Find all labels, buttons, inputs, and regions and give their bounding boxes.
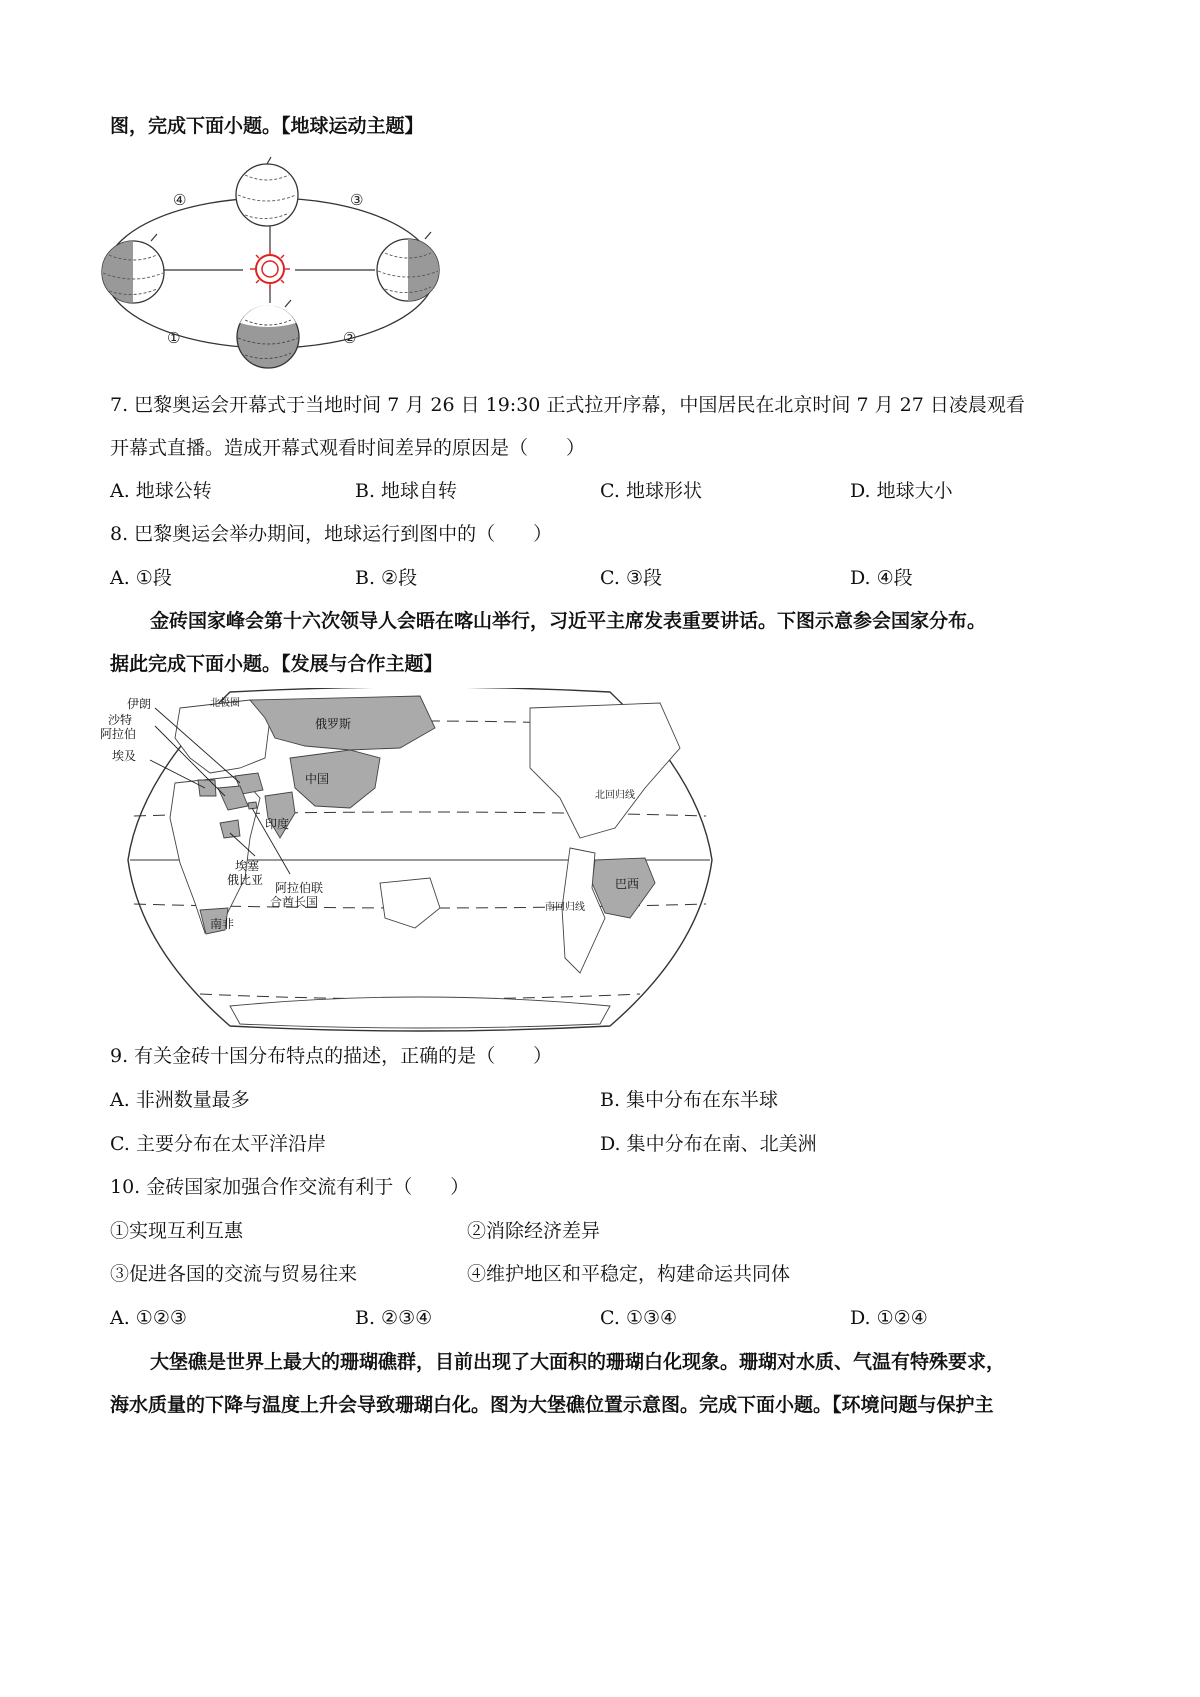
label-south-africa: 南非: [210, 917, 235, 931]
earth-top-icon: [236, 157, 298, 226]
brics-world-map: [100, 688, 740, 1033]
label-saudi-1: 沙特: [108, 713, 133, 727]
orbit-label-1: ①: [167, 329, 181, 347]
q7-stem-line2: 开幕式直播。造成开幕式观看时间差异的原因是（ ）: [110, 437, 586, 459]
intro-top: 图，完成下面小题。【地球运动主题】: [110, 115, 424, 137]
uae-shape: [248, 802, 257, 809]
brics-intro-line2: 据此完成下面小题。【发展与合作主题】: [110, 653, 443, 675]
label-uae-2: 合酋长国: [270, 895, 319, 909]
brics-intro-line1: 金砖国家峰会第十六次领导人会晤在喀山举行，习近平主席发表重要讲话。下图示意参会国家分布。: [150, 610, 987, 632]
q10-option-b[interactable]: B. ②③④: [355, 1307, 433, 1329]
q7-option-d[interactable]: D. 地球大小: [850, 480, 953, 502]
sun-icon: [250, 249, 290, 289]
q9-stem: 9. 有关金砖十国分布特点的描述，正确的是（ ）: [110, 1045, 553, 1067]
q8-option-a[interactable]: A. ①段: [110, 567, 172, 589]
q9-option-c[interactable]: C. 主要分布在太平洋沿岸: [110, 1133, 326, 1155]
q9-option-a[interactable]: A. 非洲数量最多: [110, 1089, 250, 1111]
q8-option-d[interactable]: D. ④段: [850, 567, 913, 589]
q10-item-3: ③促进各国的交流与贸易往来: [110, 1263, 358, 1285]
q7-option-a[interactable]: A. 地球公转: [110, 480, 212, 502]
q10-item-2: ②消除经济差异: [467, 1220, 601, 1242]
earth-left-icon: [102, 234, 164, 303]
q7-option-b[interactable]: B. 地球自转: [355, 480, 458, 502]
orbit-label-3: ③: [350, 191, 364, 209]
label-uae-1: 阿拉伯联: [275, 881, 324, 895]
q9-option-d[interactable]: D. 集中分布在南、北美洲: [600, 1133, 817, 1155]
label-russia: 俄罗斯: [315, 717, 352, 731]
reef-intro-line2: 海水质量的下降与温度上升会导致珊瑚白化。图为大堡礁位置示意图。完成下面小题。【环境问题与保护主: [110, 1394, 994, 1416]
q10-stem: 10. 金砖国家加强合作交流有利于（ ）: [110, 1176, 470, 1198]
orbit-label-2: ②: [343, 329, 357, 347]
earth-bottom-icon: [237, 300, 299, 368]
label-arctic: 北极圈: [210, 698, 240, 709]
label-india: 印度: [265, 817, 290, 831]
reef-intro-line1: 大堡礁是世界上最大的珊瑚礁群，目前出现了大面积的珊瑚白化现象。珊瑚对水质、气温有特殊要求，: [150, 1351, 1006, 1373]
earth-right-icon: [377, 232, 439, 301]
label-egypt: 埃及: [112, 749, 137, 763]
q10-option-c[interactable]: C. ①③④: [600, 1307, 678, 1329]
label-tropic-north: 北回归线: [595, 790, 635, 801]
q7-option-c[interactable]: C. 地球形状: [600, 480, 702, 502]
label-china: 中国: [305, 772, 330, 786]
orbit-label-4: ④: [173, 191, 187, 209]
label-brazil: 巴西: [615, 877, 640, 891]
q10-option-a[interactable]: A. ①②③: [110, 1307, 187, 1329]
label-tropic-south: 南回归线: [545, 902, 585, 913]
egypt-shape: [198, 780, 216, 796]
antarctica-shape: [230, 997, 610, 1028]
q10-item-4: ④维护地区和平稳定，构建命运共同体: [467, 1263, 791, 1285]
q10-item-1: ①实现互利互惠: [110, 1220, 244, 1242]
label-ethiopia-1: 埃塞: [235, 859, 260, 873]
q7-stem-line1: 7. 巴黎奥运会开幕式于当地时间 7 月 26 日 19:30 正式拉开序幕，中国居民在北京时间 7 月 27 日凌晨观看: [110, 394, 1025, 416]
q8-option-b[interactable]: B. ②段: [355, 567, 418, 589]
label-saudi-2: 阿拉伯: [100, 727, 137, 741]
earth-orbit-figure: [95, 155, 455, 385]
label-iran: 伊朗: [127, 697, 152, 711]
q10-option-d[interactable]: D. ①②④: [850, 1307, 928, 1329]
q8-option-c[interactable]: C. ③段: [600, 567, 662, 589]
ethiopia-shape: [220, 820, 240, 838]
label-ethiopia-2: 俄比亚: [227, 873, 264, 887]
q8-stem: 8. 巴黎奥运会举办期间，地球运行到图中的（ ）: [110, 523, 553, 545]
q9-option-b[interactable]: B. 集中分布在东半球: [600, 1089, 779, 1111]
